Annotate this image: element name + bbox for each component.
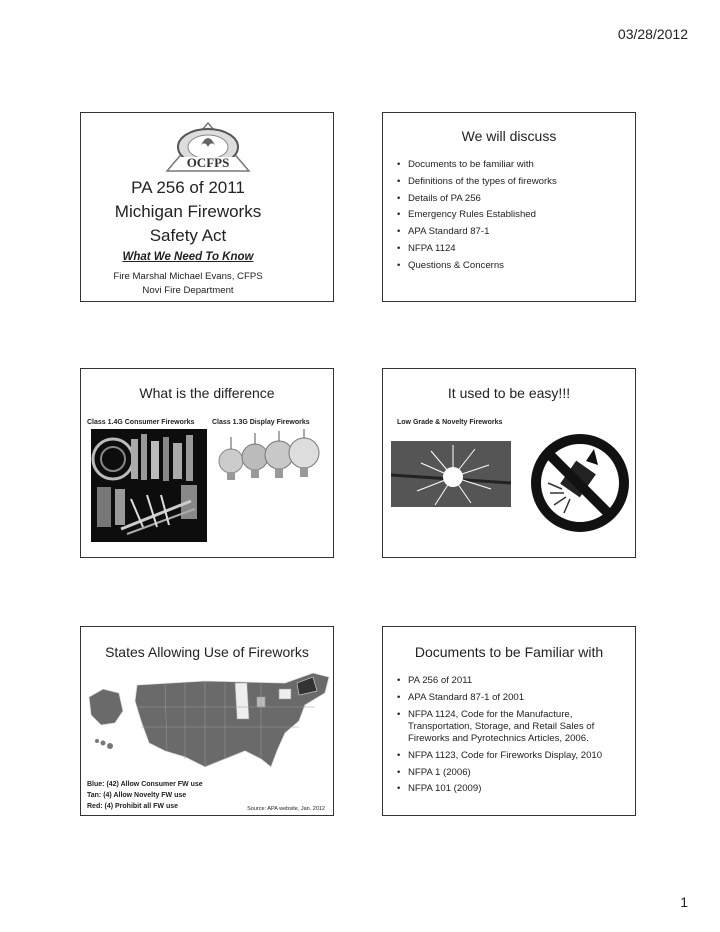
legend-tan: Tan: (4) Allow Novelty FW use <box>87 792 187 799</box>
slide-heading: States Allowing Use of Fireworks <box>105 644 309 660</box>
title-line-1: PA 256 of 2011 <box>131 178 245 197</box>
bullet-item: • APA Standard 87-1 of 2001 <box>397 692 625 704</box>
bullet-item: • Documents to be familiar with <box>397 159 627 171</box>
slide-heading: It used to be easy!!! <box>447 385 571 401</box>
page-number: 1 <box>680 894 688 910</box>
presenter-name: Fire Marshal Michael Evans, CFPS <box>113 271 263 282</box>
display-caption: Class 1.3G Display Fireworks <box>212 419 310 426</box>
slide-heading: Documents to be Familiar with <box>414 644 604 660</box>
bullet-item: • NFPA 1124 <box>397 243 627 255</box>
bullet-item: • NFPA 1 (2006) <box>397 767 625 779</box>
bullet-item: • PA 256 of 2011 <box>397 675 625 687</box>
slide-agenda <box>382 112 636 302</box>
map-legend <box>87 779 203 812</box>
bullet-item: • NFPA 1123, Code for Fireworks Display, 2010 <box>397 750 625 762</box>
page-date: 03/28/2012 <box>617 26 688 42</box>
no-fireworks-icon <box>528 431 632 535</box>
documents-list <box>397 675 625 800</box>
slide-easy <box>382 368 636 558</box>
slide-heading: We will discuss <box>461 128 557 144</box>
department-name: Novi Fire Department <box>142 285 234 296</box>
title-subtitle: What We Need To Know <box>122 251 254 263</box>
slide-title <box>80 112 334 302</box>
logo-text: OCFPS <box>186 155 230 170</box>
legend-red: Red: (4) Prohibit all FW use <box>87 803 179 810</box>
bullet-item: • Definitions of the types of fireworks <box>397 176 627 188</box>
novelty-caption: Low Grade & Novelty Fireworks <box>397 419 503 426</box>
slide-heading: What is the difference <box>139 385 275 401</box>
bullet-item: • NFPA 101 (2009) <box>397 783 625 795</box>
slide-documents <box>382 626 636 816</box>
consumer-fireworks-image <box>91 429 207 542</box>
bullet-item: • Questions & Concerns <box>397 260 627 272</box>
display-fireworks-image <box>211 427 323 501</box>
bullet-item: • APA Standard 87-1 <box>397 226 627 238</box>
title-line-3: Safety Act <box>149 226 227 245</box>
consumer-caption: Class 1.4G Consumer Fireworks <box>87 419 195 426</box>
title-line-2: Michigan Fireworks <box>114 202 262 221</box>
agenda-list <box>397 159 627 277</box>
slide-states <box>80 626 334 816</box>
bullet-item: • NFPA 1124, Code for the Manufacture, Transportation, Storage, and Retail Sales of Fireworks and Pyrotechnics Articles, 2006. <box>397 709 625 746</box>
bullet-item: • Details of PA 256 <box>397 193 627 205</box>
bullet-item: • Emergency Rules Established <box>397 209 627 221</box>
legend-blue: Blue: (42) Allow Consumer FW use <box>87 781 203 788</box>
slide-difference <box>80 368 334 558</box>
us-fireworks-map <box>85 671 333 783</box>
map-source: Source: APA website, Jan. 2012 <box>247 806 325 812</box>
ocfps-logo <box>163 121 253 173</box>
sparkler-image <box>391 441 511 507</box>
